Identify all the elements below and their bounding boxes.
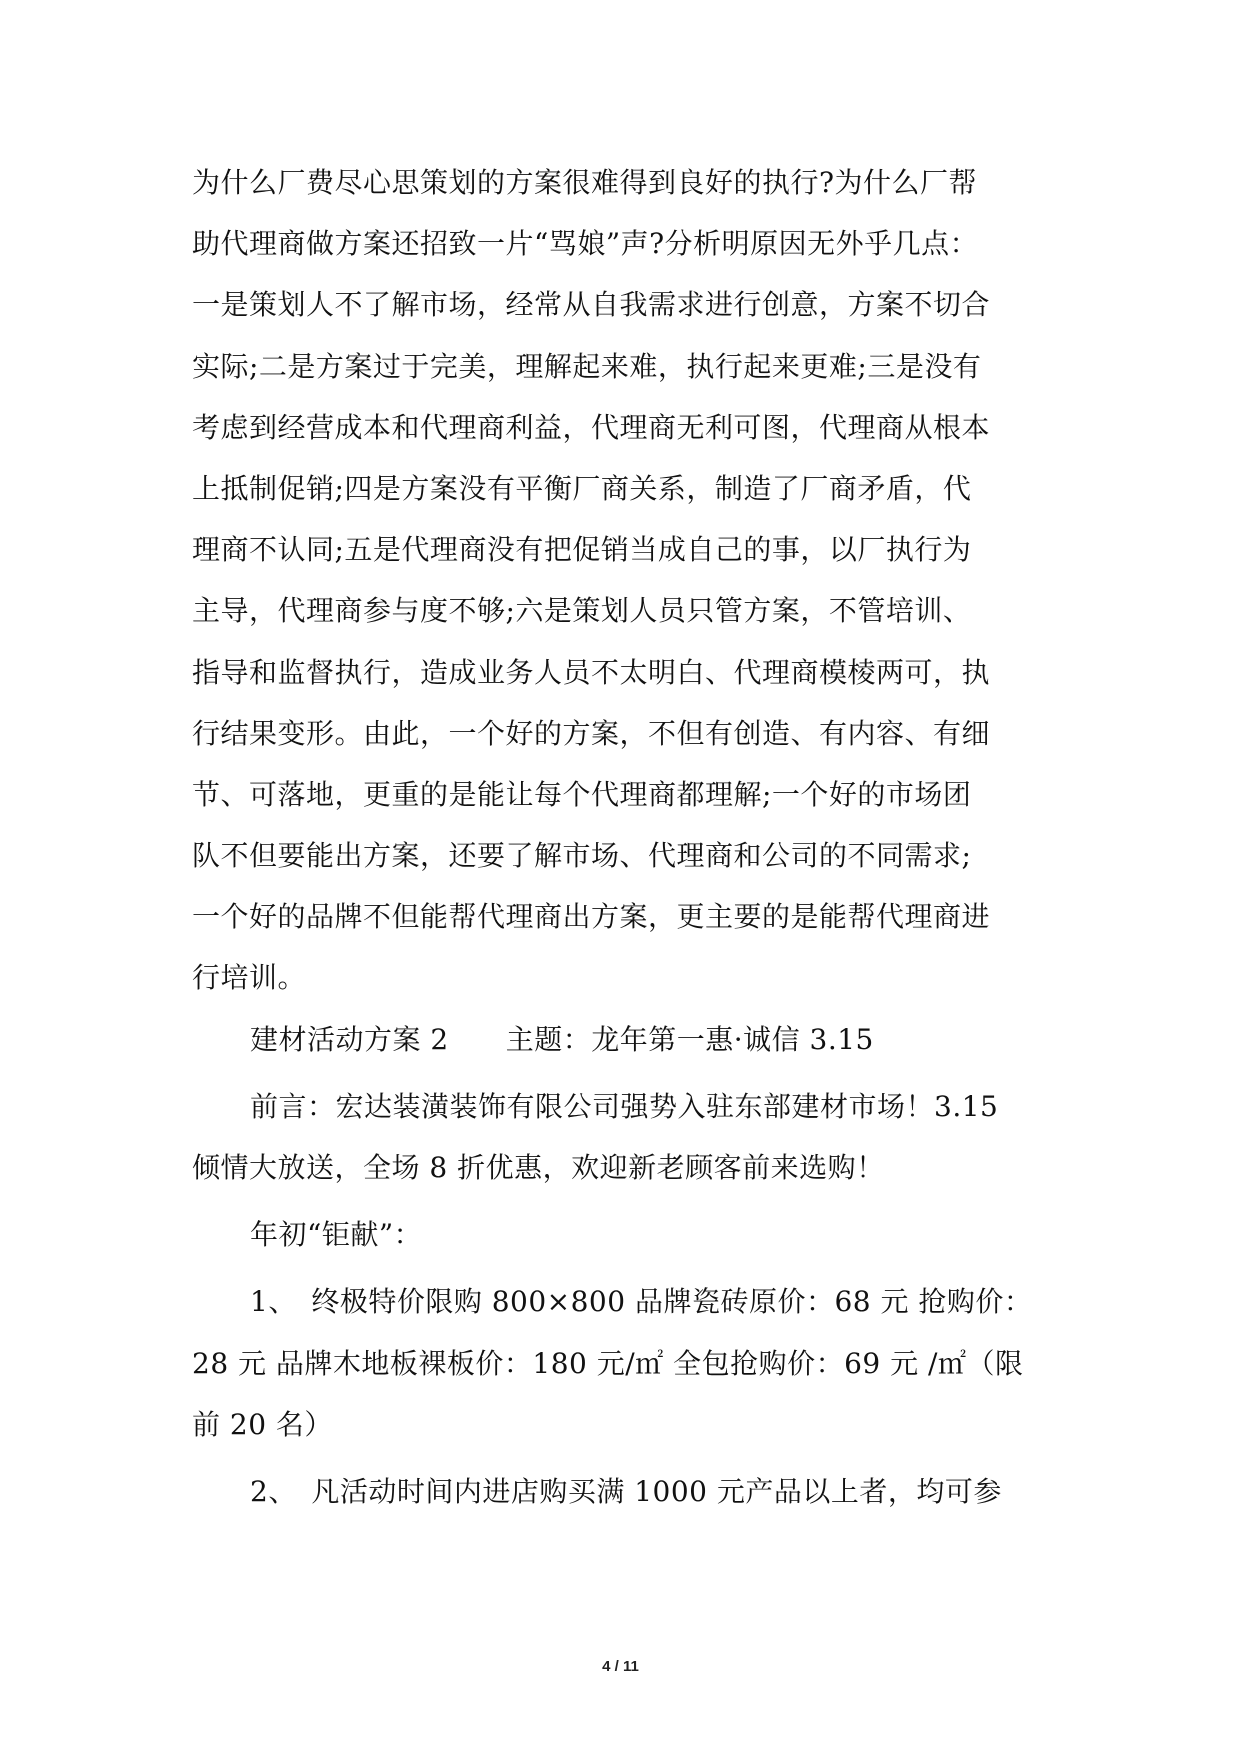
paragraph-line: 主导，代理商参与度不够;六是策划人员只管方案，不管培训、	[192, 594, 972, 628]
list-item: 1、 终极特价限购 800×800 品牌瓷砖原价：68 元 抢购价：	[250, 1285, 1033, 1319]
paragraph-line: 节、可落地，更重的是能让每个代理商都理解;一个好的市场团	[192, 777, 972, 811]
document-body	[192, 152, 1054, 1522]
paragraph-line: 为什么厂费尽心思策划的方案很难得到良好的执行?为什么厂帮	[192, 166, 978, 199]
paragraph-line: 实际;二是方案过于完美，理解起来难，执行起来更难;三是没有	[192, 349, 982, 383]
list-item: 2、 凡活动时间内进店购买满 1000 元产品以上者，均可参	[250, 1474, 1002, 1508]
section-heading: 建材活动方案 2 主题：龙年第一惠·诚信 3.15	[250, 1022, 874, 1056]
paragraph-line: 助代理商做方案还招致一片“骂娘”声?分析明原因无外乎几点：	[192, 227, 979, 261]
page-number: 4 / 11	[602, 1658, 639, 1675]
paragraph-line: 一个好的品牌不但能帮代理商出方案，更主要的是能帮代理商进	[192, 900, 991, 934]
paragraph-line: 队不但要能出方案，还要了解市场、代理商和公司的不同需求;	[192, 839, 972, 873]
paragraph-line: 年初“钜献”：	[250, 1218, 423, 1252]
paragraph-line: 指导和监督执行，造成业务人员不太明白、代理商模棱两可，执	[192, 655, 991, 689]
paragraph-line: 上抵制促销;四是方案没有平衡厂商关系，制造了厂商矛盾，代	[192, 471, 972, 505]
paragraph-line: 倾情大放送，全场 8 折优惠，欢迎新老顾客前来选购！	[192, 1151, 885, 1184]
paragraph-line: 前言：宏达装潢装饰有限公司强势入驻东部建材市场！3.15	[250, 1089, 999, 1123]
paragraph-line: 理商不认同;五是代理商没有把促销当成自己的事，以厂执行为	[192, 533, 972, 567]
paragraph-line: 行培训。	[192, 961, 307, 995]
paragraph-line: 一是策划人不了解市场，经常从自我需求进行创意，方案不切合	[192, 288, 991, 322]
list-item-continuation: 28 元 品牌木地板裸板价：180 元/㎡ 全包抢购价：69 元 /㎡（限	[192, 1346, 1024, 1380]
paragraph-line: 行结果变形。由此，一个好的方案，不但有创造、有内容、有细	[192, 716, 991, 750]
paragraph-line: 考虑到经营成本和代理商利益，代理商无利可图，代理商从根本	[192, 410, 991, 444]
list-item-continuation: 前 20 名）	[192, 1407, 333, 1441]
